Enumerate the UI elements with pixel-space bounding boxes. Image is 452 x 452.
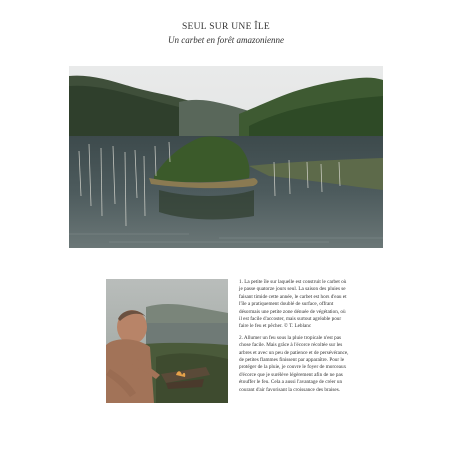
caption-block	[239, 279, 349, 398]
page-title: SEUL SUR UNE ÎLE	[181, 22, 271, 32]
page-subtitle: Un carbet en forêt amazonienne	[168, 35, 284, 45]
caption-2: 2. Allumer un feu sous la pluie tropicale n'est pas chose facile. Mais grâce à l'écorce récoltée sur les arbres et avec un peu de patience et de persévérance, de petites flammes finissent par apparaître. Pour le protéger de la pluie, je couvre le foyer de morceaux d'écorce que je surélève légèrement afin de ne pas étouffer le feu. Cela a aussi l'avantage de créer un courant d'air favorisant la croissance des braises.	[239, 334, 349, 393]
caption-1: 1. La petite île sur laquelle est construit le carbet où je passe quatorze jours seul. La saison des pluies se faisant timide cette année, le carbet est hors d'eau et l'île a pratiquement doublé de surface, offrant désormais une petite zone dénuée de végétation, où il est facile d'accoster, mais surtout agréable pour faire le feu et pêcher. © T. Leblanc	[239, 279, 347, 330]
fire-lighting-photo	[106, 279, 228, 403]
lake-island-photo	[69, 66, 383, 248]
